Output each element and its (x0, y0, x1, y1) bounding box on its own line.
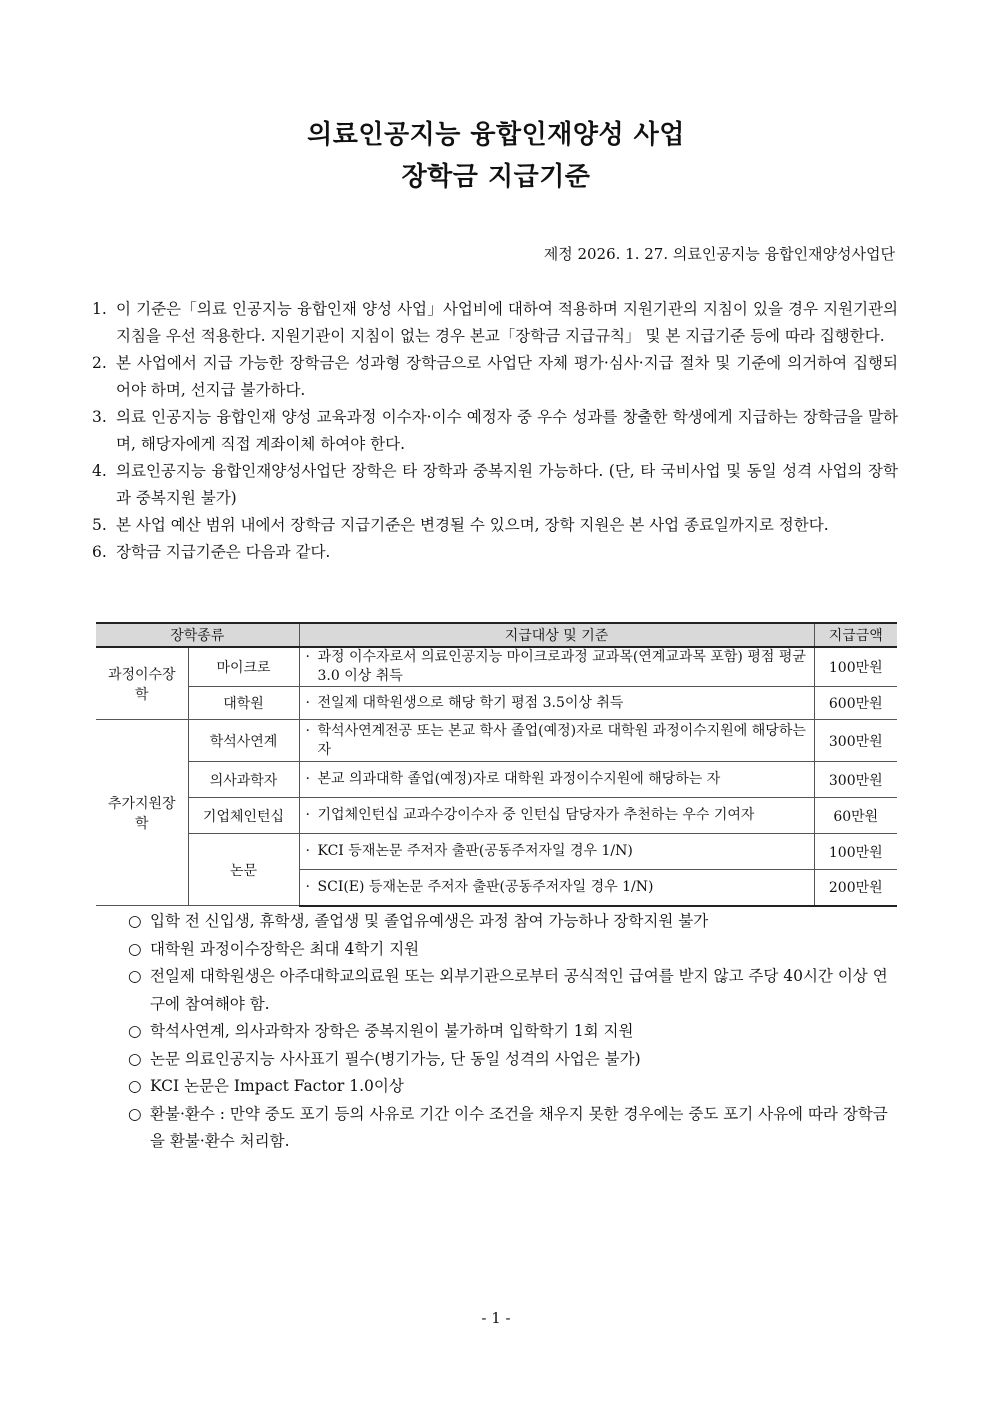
document-title: 의료인공지능 융합인재양성 사업 (307, 120, 685, 150)
circle-bullet-icon: ○ (128, 1104, 142, 1123)
page-number: - 1 - (481, 1309, 511, 1327)
note-text: 대학원 과정이수장학은 최대 4학기 지원 (150, 939, 420, 958)
bullet-mark: · (305, 843, 310, 859)
note-text: KCI 논문은 Impact Factor 1.0이상 (150, 1077, 404, 1095)
note-text: 논문 의료인공지능 사사표기 필수(병기가능, 단 동일 성격의 사업은 불가) (150, 1049, 641, 1068)
table-row (96, 762, 897, 798)
bullet-mark: · (305, 878, 310, 895)
criteria-cell (299, 798, 814, 834)
circle-bullet-icon: ○ (128, 939, 142, 958)
item-text: 의료 인공지능 융합인재 양성 교육과정 이수자·이수 예정자 중 우수 성과를 창출한 학생에게 지급하는 장학금을 말하며, 해당자에게 직접 계좌이체 하여야 한다. (116, 408, 898, 453)
note-text: 환불·환수 : 만약 중도 포기 등의 사유로 기간 이수 조건을 채우지 못한 경우에는 중도 포기 사유에 따라 장학금을 환불·환수 처리함. (150, 1104, 888, 1150)
amount-cell: 600만원 (814, 687, 897, 720)
note-item (128, 963, 888, 1018)
list-item (92, 539, 898, 566)
type-cell: 의사과학자 (188, 762, 299, 798)
criteria-text: 과정 이수자로서 의료인공지능 마이크로과정 교과목(연계교과목 포함) 평점 평균 3.0 이상 취득 (317, 649, 806, 684)
criteria-text: 학석사연계전공 또는 본교 학사 졸업(예정)자로 대학원 과정이수지원에 해당하는 자 (317, 722, 806, 758)
note-item (128, 1018, 888, 1046)
note-item (128, 1101, 888, 1156)
group-cell: 과정이수장학 (96, 647, 188, 720)
type-cell: 마이크로 (188, 647, 299, 687)
bullet-mark: · (305, 771, 310, 787)
table-header-row (96, 623, 897, 647)
amount-cell: 60만원 (814, 798, 897, 834)
list-item (92, 350, 898, 404)
table-row (96, 798, 897, 834)
criteria-text: 본교 의과대학 졸업(예정)자로 대학원 과정이수지원에 해당하는 자 (317, 771, 721, 787)
circle-bullet-icon: ○ (128, 1049, 142, 1068)
circle-bullet-icon: ○ (128, 1077, 142, 1095)
circle-bullet-icon: ○ (128, 1022, 142, 1040)
amount-cell: 300만원 (814, 762, 897, 798)
list-item (92, 512, 898, 539)
item-number: 5. (92, 516, 107, 534)
criteria-text: 기업체인턴십 교과수강이수자 중 인턴십 담당자가 추천하는 우수 기여자 (317, 807, 755, 823)
list-item (92, 458, 898, 512)
table-row (96, 720, 897, 762)
group-cell: 추가지원장학 (96, 720, 188, 906)
type-cell: 대학원 (188, 687, 299, 720)
item-number: 4. (92, 462, 107, 480)
header-amount: 지급금액 (814, 623, 897, 647)
bullet-mark: · (305, 694, 310, 711)
item-text: 본 사업 예산 범위 내에서 장학금 지급기준은 변경될 수 있으며, 장학 지원은 본 사업 종료일까지로 정한다. (116, 516, 829, 534)
bullet-mark: · (305, 722, 310, 739)
circle-bullet-icon: ○ (128, 912, 142, 930)
table-row (96, 834, 897, 870)
criteria-text: KCI 등재논문 주저자 출판(공동주저자일 경우 1/N) (317, 843, 633, 859)
type-cell: 논문 (188, 834, 299, 906)
item-number: 1. (92, 300, 107, 318)
item-text: 장학금 지급기준은 다음과 같다. (116, 543, 331, 561)
criteria-cell (299, 687, 814, 720)
note-item (128, 936, 888, 964)
amount-cell: 100만원 (814, 647, 897, 687)
list-item (92, 404, 898, 458)
list-item (92, 296, 898, 350)
bullet-mark: · (305, 807, 310, 823)
note-text: 입학 전 신입생, 휴학생, 졸업생 및 졸업유예생은 과정 참여 가능하나 장학지원 불가 (150, 912, 709, 930)
note-item (128, 1073, 888, 1101)
item-number: 2. (92, 354, 107, 372)
item-number: 6. (92, 543, 107, 561)
note-item (128, 1046, 888, 1074)
table-row (96, 647, 897, 687)
item-text: 의료인공지능 융합인재양성사업단 장학은 타 장학과 중복지원 가능하다. (단, 타 국비사업 및 동일 성격 사업의 장학과 중복지원 불가) (116, 462, 898, 507)
amount-cell: 300만원 (814, 720, 897, 762)
item-number: 3. (92, 408, 107, 426)
criteria-cell (299, 720, 814, 762)
type-cell: 기업체인턴십 (188, 798, 299, 834)
note-item (128, 908, 888, 936)
criteria-cell (299, 647, 814, 687)
criteria-text: 전일제 대학원생으로 해당 학기 평점 3.5이상 취득 (317, 694, 624, 711)
notes-list (128, 908, 888, 1156)
criteria-cell (299, 870, 814, 906)
header-type: 장학종류 (96, 623, 299, 647)
item-text: 본 사업에서 지급 가능한 장학금은 성과형 장학금으로 사업단 자체 평가·심사·지급 절차 및 기준에 의거하여 집행되어야 하며, 선지급 불가하다. (116, 354, 898, 399)
bullet-mark: · (305, 649, 310, 665)
amount-cell: 100만원 (814, 834, 897, 870)
type-cell: 학석사연계 (188, 720, 299, 762)
rules-list (92, 296, 898, 566)
scholarship-table (96, 622, 897, 907)
note-text: 학석사연계, 의사과학자 장학은 중복지원이 불가하며 입학학기 1회 지원 (150, 1022, 634, 1040)
amount-cell: 200만원 (814, 870, 897, 906)
enactment-line: 제정 2026. 1. 27. 의료인공지능 융합인재양성사업단 (543, 245, 895, 263)
table-row (96, 687, 897, 720)
note-text: 전일제 대학원생은 아주대학교의료원 또는 외부기관으로부터 공식적인 급여를 받지 않고 주당 40시간 이상 연구에 참여해야 함. (150, 967, 888, 1013)
criteria-text: SCI(E) 등재논문 주저자 출판(공동주저자일 경우 1/N) (317, 878, 654, 895)
circle-bullet-icon: ○ (128, 967, 142, 985)
item-text: 이 기준은「의료 인공지능 융합인재 양성 사업」사업비에 대하여 적용하며 지원기관의 지침이 있을 경우 지원기관의 지침을 우선 적용한다. 지원기관이 지침이 없는 경우 본교「장학금 지급규칙」 및 본 지급기준 등에 따라 집행한다. (116, 300, 898, 345)
document-subtitle: 장학금 지급기준 (401, 162, 591, 192)
criteria-cell (299, 834, 814, 870)
criteria-cell (299, 762, 814, 798)
header-criteria: 지급대상 및 기준 (299, 623, 814, 647)
